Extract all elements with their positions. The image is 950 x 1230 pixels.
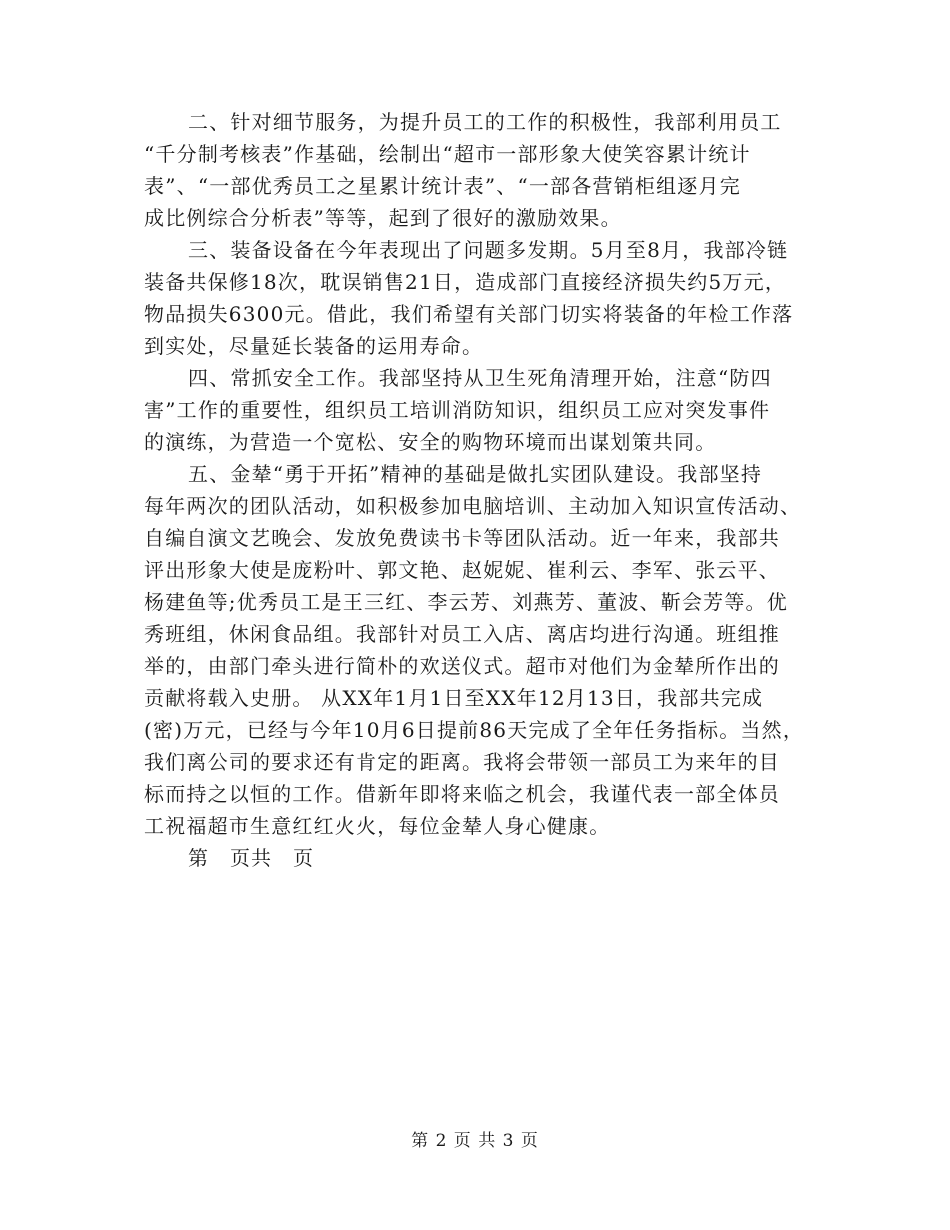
- text-line: (密)万元，已经与今年10月6日提前86天完成了全年任务指标。当然，: [144, 718, 805, 742]
- paragraph-2: [144, 106, 809, 234]
- page-footer: 第 2 页 共 3 页: [411, 1131, 539, 1151]
- text-line: 秀班组，休闲食品组。我部针对员工入店、离店均进行沟通。班组推: [144, 622, 780, 646]
- document-body: [144, 106, 809, 874]
- text-line: 贡献将载入史册。 从XX年1月1日至XX年12月13日，我部共完成: [144, 686, 764, 710]
- text-line: 我们离公司的要求还有肯定的距离。我将会带领一部员工为来年的目: [144, 750, 780, 774]
- text-line: 五、金辇“勇于开拓”精神的基础是做扎实团队建设。我部坚持: [188, 462, 763, 486]
- text-line: 工祝福超市生意红红火火，每位金辇人身心健康。: [144, 814, 611, 838]
- text-line: 的演练，为营造一个宽松、安全的购物环境而出谋划策共同。: [144, 430, 717, 454]
- text-line: 标而持之以恒的工作。借新年即将来临之机会，我谨代表一部全体员: [144, 782, 780, 806]
- text-line: 物品损失6300元。借此，我们希望有关部门切实将装备的年检工作落: [144, 302, 794, 326]
- paragraph-5: [144, 458, 809, 842]
- text-line: 装备共保修18次，耽误销售21日，造成部门直接经济损失约5万元，: [144, 270, 787, 294]
- paragraph-3: [144, 234, 809, 362]
- text-line: 害”工作的重要性，组织员工培训消防知识，组织员工应对突发事件: [144, 398, 771, 422]
- text-line: “千分制考核表”作基础，绘制出“超市一部形象大使笑容累计统计: [144, 142, 751, 166]
- text-line: 杨建鱼等;优秀员工是王三红、李云芳、刘燕芳、董波、靳会芳等。优: [144, 590, 788, 614]
- text-line: 每年两次的团队活动，如积极参加电脑培训、主动加入知识宣传活动、: [144, 494, 802, 518]
- paragraph-4: [144, 362, 809, 458]
- inline-page-marker: 第 页共 页: [188, 846, 314, 870]
- text-line: 成比例综合分析表”等等，起到了很好的激励效果。: [144, 206, 622, 230]
- text-line: 三、装备设备在今年表现出了问题多发期。5月至8月，我部冷链: [188, 238, 789, 262]
- text-line: 表”、“一部优秀员工之星累计统计表”、“一部各营销柜组逐月完: [144, 174, 741, 198]
- text-line: 到实处，尽量延长装备的运用寿命。: [144, 334, 484, 358]
- text-line: 评出形象大使是庞粉叶、郭文艳、赵妮妮、崔利云、李军、张云平、: [144, 558, 780, 582]
- text-line: 举的，由部门牵头进行简朴的欢送仪式。超市对他们为金辇所作出的: [144, 654, 780, 678]
- text-line: 自编自演文艺晚会、发放免费读书卡等团队活动。近一年来，我部共: [144, 526, 780, 550]
- text-line: 四、常抓安全工作。我部坚持从卫生死角清理开始，注意“防四: [188, 366, 772, 390]
- text-line: 二、针对细节服务，为提升员工的工作的积极性，我部利用员工: [188, 110, 782, 134]
